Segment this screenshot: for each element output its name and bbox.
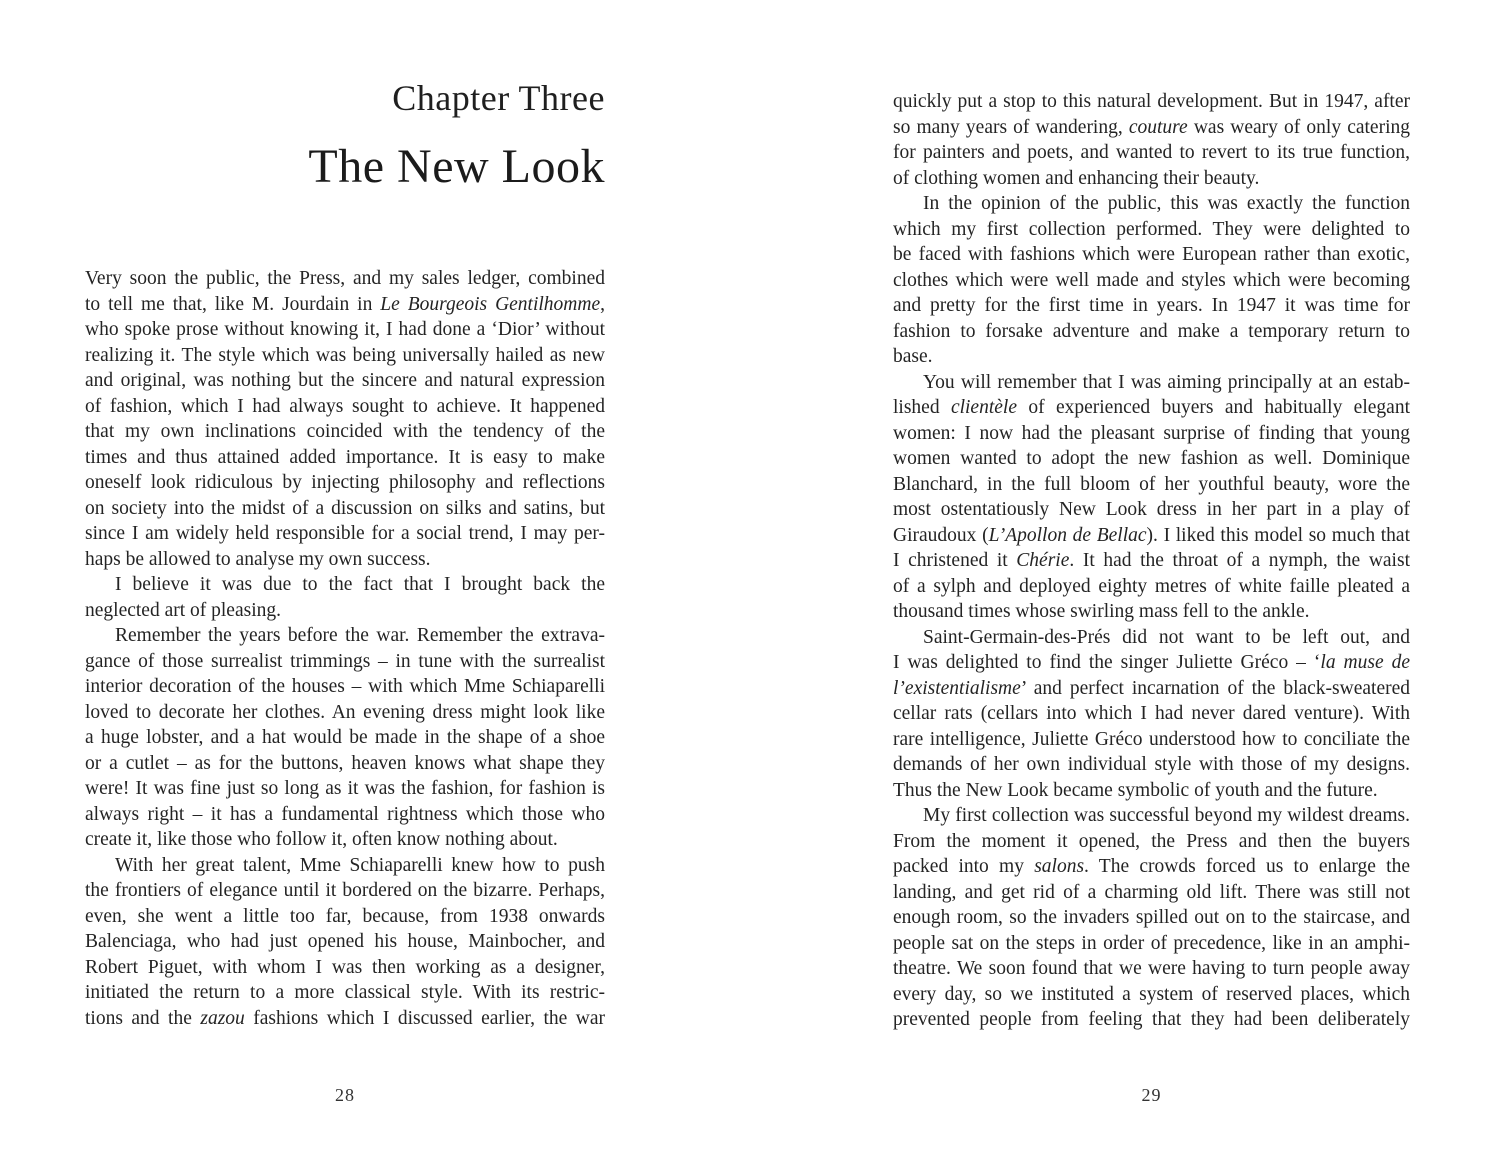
text-line: Balenciaga, who had just opened his house, Mainbocher, and	[85, 931, 605, 952]
chapter-heading: Chapter Three	[392, 78, 605, 118]
text-line: My first collection was successful beyond my wildest dreams.	[923, 805, 1410, 826]
text-line: and original, was nothing but the sincere and natural expression	[85, 370, 605, 391]
text-line: Robert Piguet, with whom I was then working as a designer,	[85, 956, 605, 978]
text-line: fashion to forsake adventure and make a temporary return to	[893, 320, 1410, 342]
text-line: With her great talent, Mme Schiaparelli knew how to push	[115, 854, 605, 876]
text-line: lished clientèle of experienced buyers and habitually elegant	[893, 397, 1410, 418]
paragraph	[893, 191, 1410, 370]
text-line: to tell me that, like M. Jourdain in Le Bourgeois Gentilhomme,	[85, 293, 606, 315]
text-line: quickly put a stop to this natural development. But in 1947, after	[893, 91, 1410, 112]
text-line: initiated the return to a more classical style. With its restric-	[85, 982, 605, 1003]
text-line: Very soon the public, the Press, and my sales ledger, combined	[85, 268, 605, 289]
left-page-body	[85, 266, 605, 1031]
right-page	[893, 0, 1410, 1165]
text-line: neglected art of pleasing.	[85, 599, 281, 621]
paragraph	[893, 625, 1410, 804]
text-line: Blanchard, in the full bloom of her youthful beauty, wore the	[893, 473, 1410, 495]
text-line: gance of those surrealist trimmings – in tune with the surrealist	[85, 650, 605, 672]
left-page	[85, 0, 605, 1165]
text-line: loved to decorate her clothes. An evening dress might look like	[85, 701, 605, 723]
text-line: of fashion, which I had always sought to achieve. It happened	[85, 395, 605, 417]
italic-text: salons	[1034, 856, 1085, 877]
text-line: of clothing women and enhancing their beauty.	[893, 167, 1260, 189]
text-line: and pretty for the first time in years. In 1947 it was time for	[893, 295, 1410, 316]
text-line: I was delighted to find the singer Juliette Gréco – ‘la muse de	[893, 652, 1411, 673]
text-line: people sat on the steps in order of precedence, like in an amphi-	[893, 932, 1410, 954]
page-number-left: 28	[335, 1085, 355, 1105]
page-number-right: 29	[1141, 1085, 1162, 1105]
text-line: theatre. We soon found that we were having to turn people away	[893, 958, 1410, 979]
text-line: for painters and poets, and wanted to revert to its true function,	[893, 142, 1410, 163]
text-line: the frontiers of elegance until it bordered on the bizarre. Perhaps,	[85, 880, 605, 901]
italic-text: l’existentialisme	[893, 677, 1021, 699]
text-line: haps be allowed to analyse my own success.	[85, 548, 431, 570]
text-line: cellar rats (cellars into which I had never dared venture). With	[893, 703, 1410, 724]
text-line: Thus the New Look became symbolic of youth and the future.	[893, 779, 1378, 801]
text-line: women: I now had the pleasant surprise of finding that young	[893, 422, 1410, 444]
text-line: l’existentialisme’ and perfect incarnation of the black-sweatered	[893, 677, 1410, 699]
text-line: women wanted to adopt the new fashion as well. Dominique	[893, 448, 1410, 469]
text-line: tions and the zazou fashions which I discussed earlier, the war	[85, 1007, 605, 1029]
italic-text: Le Bourgeois Gentilhomme	[380, 293, 601, 315]
text-line: every day, so we instituted a system of reserved places, which	[893, 983, 1410, 1005]
paragraph	[893, 803, 1410, 1033]
text-line: From the moment it opened, the Press and then the buyers	[893, 830, 1410, 852]
text-line: enough room, so the invaders spilled out on to the staircase, and	[893, 907, 1410, 928]
italic-text: zazou	[200, 1007, 245, 1029]
text-line: be faced with fashions which were European rather than exotic,	[893, 244, 1410, 265]
text-line: thousand times whose swirling mass fell to the ankle.	[893, 601, 1310, 622]
paragraph	[893, 89, 1410, 191]
text-line: of a sylph and deployed eighty metres of white faille pleated a	[893, 575, 1410, 597]
text-line: so many years of wandering, couture was weary of only catering	[893, 116, 1410, 138]
paragraph	[893, 370, 1410, 625]
text-line: even, she went a little too far, because, from 1938 onwards	[85, 905, 605, 927]
paragraph	[85, 572, 605, 623]
text-line: I believe it was due to the fact that I brought back the	[115, 574, 605, 595]
text-line: I christened it Chérie. It had the throat of a nymph, the waist	[893, 550, 1410, 571]
italic-text: couture	[1128, 116, 1188, 138]
text-line: You will remember that I was aiming principally at an estab-	[923, 371, 1410, 393]
text-line: who spoke prose without knowing it, I had done a ‘Dior’ without	[85, 319, 605, 340]
text-line: oneself look ridiculous by injecting philosophy and reflections	[85, 472, 605, 493]
text-line: or a cutlet – as for the buttons, heaven knows what shape they	[85, 752, 605, 774]
italic-text: Chérie	[1016, 550, 1070, 571]
paragraph	[85, 853, 605, 1032]
text-line: clothes which were well made and styles which were becoming	[893, 269, 1410, 291]
text-line: demands of her own individual style with those of my designs.	[893, 754, 1410, 775]
right-page-body	[893, 89, 1410, 1033]
text-line: were! It was fine just so long as it was the fashion, for fashion is	[85, 778, 605, 799]
text-line: Saint-Germain-des-Prés did not want to be left out, and	[923, 626, 1410, 648]
text-line: rare intelligence, Juliette Gréco understood how to conciliate the	[893, 728, 1410, 750]
italic-text: la muse de	[1320, 652, 1411, 673]
text-line: interior decoration of the houses – with which Mme Schiaparelli	[85, 676, 605, 697]
italic-text: L’Apollon de Bellac	[988, 524, 1147, 546]
text-line: on society into the midst of a discussion on silks and satins, but	[85, 497, 605, 519]
text-line: landing, and get rid of a charming old lift. There was still not	[893, 881, 1410, 903]
chapter-title: The New Look	[308, 140, 605, 193]
text-line: In the opinion of the public, this was exactly the function	[923, 193, 1410, 214]
text-line: most ostentatiously New Look dress in her part in a play of	[893, 499, 1410, 520]
text-line: base.	[893, 346, 933, 367]
text-line: times and thus attained added importance. It is easy to make	[85, 446, 605, 468]
text-line: prevented people from feeling that they had been deliberately	[893, 1009, 1410, 1030]
italic-text: clientèle	[950, 397, 1017, 418]
text-line: since I am widely held responsible for a social trend, I may per-	[85, 523, 605, 544]
paragraph	[85, 266, 605, 572]
text-line: always right – it has a fundamental rightness which those who	[85, 803, 605, 825]
text-line: create it, like those who follow it, often know nothing about.	[85, 829, 558, 850]
text-line: realizing it. The style which was being universally hailed as new	[85, 344, 605, 366]
paragraph	[85, 623, 605, 853]
text-line: which my first collection performed. They were delighted to	[893, 218, 1410, 240]
text-line: packed into my salons. The crowds forced us to enlarge the	[893, 856, 1411, 877]
text-line: Remember the years before the war. Remember the extrava-	[115, 625, 605, 646]
text-line: a huge lobster, and a hat would be made in the shape of a shoe	[85, 727, 605, 748]
text-line: that my own inclinations coincided with the tendency of the	[85, 421, 605, 442]
text-line: Giraudoux (L’Apollon de Bellac). I liked this model so much that	[893, 524, 1410, 546]
